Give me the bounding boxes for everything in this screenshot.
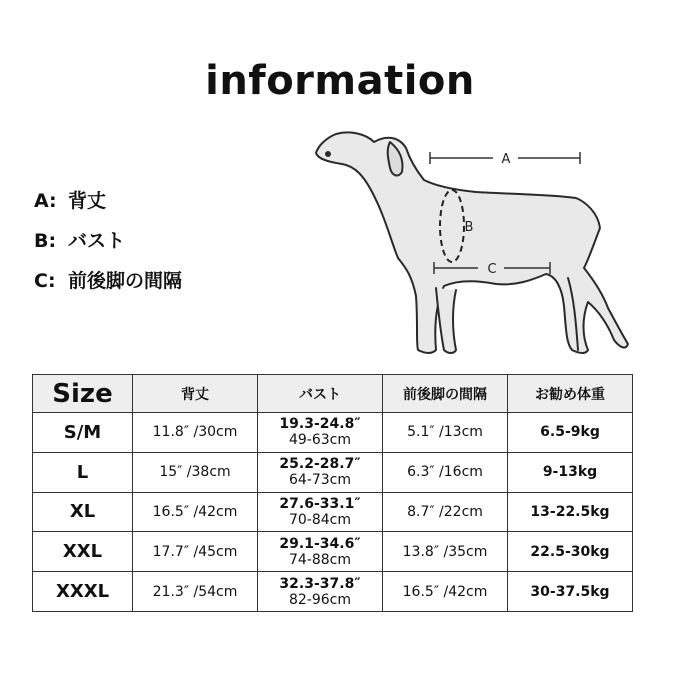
bust-inch: 32.3-37.8″ [279,575,361,592]
header-length: 背丈 [133,375,258,413]
page-title: information [205,58,475,104]
header-bust: バスト [258,375,383,413]
measurement-legend [34,184,182,304]
header-leg-gap: 前後脚の間隔 [383,375,508,413]
length-cell: 16.5″ /42cm [133,492,258,532]
size-cell: XXXL [33,572,133,612]
leg-gap-cell: 16.5″ /42cm [383,572,508,612]
legend-item-b [34,224,182,264]
legend-label: 前後脚の間隔 [68,270,183,292]
length-cell: 15″ /38cm [133,452,258,492]
leg-gap-cell: 8.7″ /22cm [383,492,508,532]
leg-gap-cell: 6.3″ /16cm [383,452,508,492]
table-row [33,413,633,453]
bust-inch: 27.6-33.1″ [279,495,361,512]
table-row [33,532,633,572]
size-chart-table [32,374,633,612]
leg-gap-cell: 5.1″ /13cm [383,413,508,453]
bust-cm: 82-96cm [288,591,351,608]
bust-cell [258,492,383,532]
bust-inch: 25.2-28.7″ [279,456,361,473]
header-weight: お勧め体重 [508,375,633,413]
table-header-row [33,375,633,413]
legend-label: 背丈 [68,190,107,212]
bust-inch: 19.3-24.8″ [279,416,361,433]
bust-inch: 29.1-34.6″ [279,535,361,552]
size-cell: L [33,452,133,492]
weight-cell: 6.5-9kg [508,413,633,453]
bust-cell [258,452,383,492]
length-cell: 21.3″ /54cm [133,572,258,612]
bust-cell [258,532,383,572]
legend-key: C: [34,270,56,292]
label-c: C [487,262,497,277]
dog-measurement-diagram [306,118,636,368]
table-row [33,492,633,532]
bust-cm: 64-73cm [288,472,351,489]
dog-eye-icon [325,151,331,157]
weight-cell: 9-13kg [508,452,633,492]
legend-item-c [34,264,182,304]
header-size: Size [33,375,133,413]
bust-cell [258,413,383,453]
table-row [33,452,633,492]
size-cell: XL [33,492,133,532]
size-cell: XXL [33,532,133,572]
legend-item-a [34,184,182,224]
label-a: A [501,152,511,167]
bust-cm: 49-63cm [288,432,351,449]
legend-key: A: [34,190,57,212]
weight-cell: 30-37.5kg [508,572,633,612]
weight-cell: 13-22.5kg [508,492,633,532]
weight-cell: 22.5-30kg [508,532,633,572]
bust-cm: 70-84cm [288,511,351,528]
length-cell: 11.8″ /30cm [133,413,258,453]
label-b: B [464,220,474,235]
legend-key: B: [34,230,57,252]
legend-label: バスト [68,230,126,252]
bust-cm: 74-88cm [288,551,351,568]
size-cell: S/M [33,413,133,453]
table-row [33,572,633,612]
leg-gap-cell: 13.8″ /35cm [383,532,508,572]
length-cell: 17.7″ /45cm [133,532,258,572]
bust-cell [258,572,383,612]
dog-silhouette-icon [316,132,628,353]
